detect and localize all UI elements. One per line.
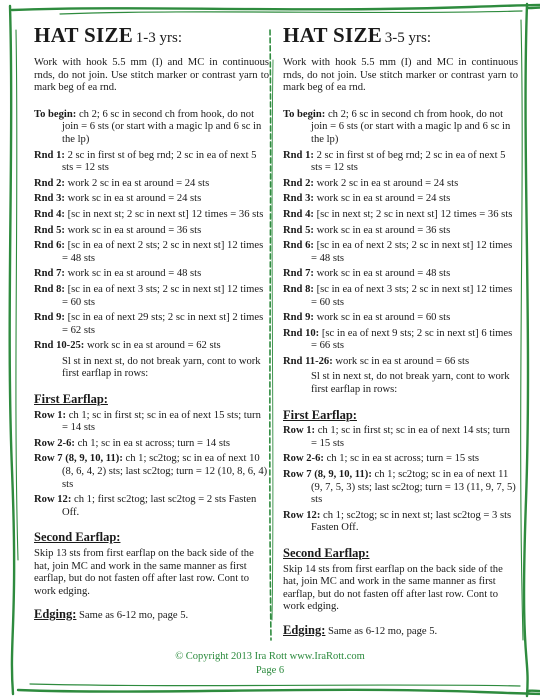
row-instructions: ch 1; sc2tog; sc in ea of next 10 (8, 6, 4, 2) sts; last sc2tog; turn = 12 (10, 8, 6, 4) sts: [62, 453, 268, 490]
edging-text: Same as 6-12 mo, page 5.: [76, 610, 189, 622]
pattern-row: [34, 268, 269, 281]
row-label: Rnd 6:: [34, 240, 65, 252]
row-label: Rnd 7:: [34, 268, 65, 280]
row-instructions: ch 1; sc in ea st across; turn = 15 sts: [326, 453, 480, 465]
row-instructions: work sc in ea st around = 48 sts: [316, 268, 451, 280]
row-label: Row 2-6:: [283, 453, 324, 465]
pattern-row: [34, 438, 269, 451]
row-instructions: ch 1; first sc2tog; last sc2tog = 2 sts Fasten Off.: [62, 494, 257, 518]
edging-label: Edging:: [34, 607, 77, 622]
row-instructions: work 2 sc in ea st around = 24 sts: [67, 177, 210, 189]
section-title: [283, 24, 518, 51]
row-instructions: work sc in ea st around = 24 sts: [316, 193, 451, 205]
row-label: Rnd 4:: [283, 208, 314, 220]
row-label: Rnd 8:: [34, 283, 65, 295]
row-instructions: work sc in ea st around = 36 sts: [316, 224, 451, 236]
row-label: Rnd 1:: [283, 149, 314, 161]
pattern-row: [34, 284, 269, 309]
pattern-row: [283, 209, 518, 222]
row-label: Row 1:: [34, 409, 67, 421]
intro-text: Work with hook 5.5 mm (I) and MC in continuous rnds, do not join. Use stitch marker or contrast yarn to mark beg of ea rnd.: [283, 57, 518, 94]
row-label: Row 7 (8, 9, 10, 11):: [283, 469, 372, 481]
row-instructions: work sc in ea st around = 60 sts: [316, 312, 451, 324]
row-instructions: ch 1; sc in first st; sc in ea of next 15 sts; turn = 14 sts: [62, 409, 261, 434]
pattern-row: [34, 340, 269, 353]
row-label: Rnd 4:: [34, 208, 65, 220]
round-list: [283, 109, 518, 369]
pattern-row: [34, 312, 269, 337]
row-instructions: ch 1; sc in first st; sc in ea of next 14 sts; turn = 15 sts: [311, 425, 510, 449]
pattern-row: [283, 328, 518, 353]
row-instructions: 2 sc in first st of beg rnd; 2 sc in ea of next 5 sts = 12 sts: [62, 149, 257, 174]
intro-text: Work with hook 5.5 mm (I) and MC in continuous rnds, do not join. Use stitch marker or contrast yarn to mark beg of ea rnd.: [34, 57, 269, 94]
edging-label: Edging:: [283, 622, 326, 637]
pattern-row: [34, 150, 269, 175]
pattern-row: [34, 410, 269, 435]
row-instructions: ch 1; sc in ea st across; turn = 14 sts: [77, 437, 231, 449]
pattern-row: [34, 109, 269, 147]
row-label: Rnd 8:: [283, 283, 314, 295]
pattern-row: [34, 209, 269, 222]
title-size: 1-3 yrs:: [135, 30, 182, 46]
row-label: Rnd 9:: [34, 312, 65, 324]
row-instructions: ch 2; 6 sc in second ch from hook, do not join = 6 sts (or start with a magic lp and 6 sc in the lp): [62, 108, 262, 145]
left-column: [34, 24, 269, 627]
row-instructions: [sc in next st; 2 sc in next st] 12 times = 36 sts: [316, 208, 513, 220]
pattern-row: [283, 510, 518, 535]
after-rows-note: Sl st in next st, do not break yarn, cont to work first earflap in rows:: [311, 371, 510, 396]
row-label: Rnd 2:: [34, 177, 65, 189]
pattern-row: [34, 225, 269, 238]
first-earflap-rows: [34, 410, 269, 520]
pattern-row: [283, 356, 518, 369]
round-list: [34, 109, 269, 353]
copyright-line: © Copyright 2013 Ira Rott www.IraRott.com: [175, 651, 365, 662]
row-label: Rnd 7:: [283, 268, 314, 280]
pattern-row: [34, 240, 269, 265]
row-instructions: work sc in ea st around = 24 sts: [67, 193, 202, 205]
first-earflap-rows: [283, 425, 518, 535]
row-label: Row 2-6:: [34, 437, 75, 449]
row-label: Row 7 (8, 9, 10, 11):: [34, 453, 123, 465]
row-label: Row 1:: [283, 425, 316, 437]
row-instructions: [sc in ea of next 9 sts; 2 sc in next st] 6 times = 66 sts: [311, 327, 513, 352]
row-instructions: ch 2; 6 sc in second ch from hook, do not join = 6 sts (or start with a magic lp and 6 sc in the lp): [311, 108, 511, 145]
section-title: [34, 24, 269, 51]
row-instructions: [sc in ea of next 29 sts; 2 sc in next st] 2 times = 62 sts: [62, 312, 264, 336]
row-instructions: work sc in ea st around = 66 sts: [335, 355, 470, 367]
row-label: Rnd 1:: [34, 149, 65, 161]
second-earflap-heading: Second Earflap:: [34, 530, 121, 545]
pattern-row: [283, 150, 518, 175]
row-instructions: [sc in ea of next 3 sts; 2 sc in next st] 12 times = 60 sts: [62, 283, 264, 308]
row-label: Rnd 5:: [283, 224, 314, 236]
row-instructions: [sc in ea of next 3 sts; 2 sc in next st] 12 times = 60 sts: [311, 283, 513, 308]
title-size: 3-5 yrs:: [384, 30, 431, 46]
row-label: Rnd 10-25:: [34, 340, 85, 352]
second-earflap-text: Skip 14 sts from first earflap on the back side of the hat, join MC and work in the same manner as first earflap, but do not fasten off after last row. Cont to work edging.: [283, 563, 503, 613]
row-instructions: [sc in ea of next 2 sts; 2 sc in next st] 12 times = 48 sts: [311, 240, 513, 264]
edging-line: [283, 624, 518, 639]
row-label: Rnd 9:: [283, 312, 314, 324]
pattern-row: [283, 268, 518, 281]
row-instructions: 2 sc in first st of beg rnd; 2 sc in ea of next 5 sts = 12 sts: [311, 149, 506, 174]
row-label: Rnd 3:: [34, 193, 65, 205]
row-instructions: work sc in ea st around = 48 sts: [67, 268, 202, 280]
pattern-row: [283, 469, 518, 507]
row-instructions: work sc in ea st around = 36 sts: [67, 224, 202, 236]
row-instructions: ch 1; sc2tog; sc in ea of next 11 (9, 7, 5, 3) sts; last sc2tog; turn = 13 (11, 9, 7, 5) sts: [311, 469, 516, 506]
pattern-row: [283, 425, 518, 450]
pattern-row: [283, 193, 518, 206]
pattern-row: [34, 193, 269, 206]
pattern-row: [283, 312, 518, 325]
row-instructions: work sc in ea st around = 62 sts: [86, 340, 221, 352]
row-instructions: [sc in ea of next 2 sts; 2 sc in next st] 12 times = 48 sts: [62, 240, 264, 264]
pattern-row: [283, 178, 518, 191]
row-label: To begin:: [34, 108, 77, 120]
page-number: Page 6: [255, 665, 285, 676]
after-rows-note: Sl st in next st, do not break yarn, cont to work first earflap in rows:: [62, 355, 261, 380]
title-main: HAT SIZE: [283, 23, 383, 47]
pattern-row: [34, 494, 269, 519]
row-label: Rnd 5:: [34, 224, 65, 236]
first-earflap-heading: First Earflap:: [34, 392, 108, 407]
second-earflap-heading: Second Earflap:: [283, 546, 370, 560]
pattern-row: [34, 453, 269, 491]
title-main: HAT SIZE: [34, 23, 134, 47]
pattern-row: [283, 453, 518, 466]
second-earflap-text: Skip 13 sts from first earflap on the back side of the hat, join MC and work in the same manner as first earflap, but do not fasten off after last row. Cont to work edging.: [34, 548, 254, 597]
row-label: To begin:: [283, 108, 326, 120]
pattern-row: [283, 225, 518, 238]
row-label: Rnd 11-26:: [283, 355, 333, 367]
row-instructions: work 2 sc in ea st around = 24 sts: [316, 177, 459, 189]
row-instructions: [sc in next st; 2 sc in next st] 12 times = 36 sts: [67, 208, 264, 220]
pattern-row: [283, 284, 518, 309]
row-instructions: ch 1; sc2tog; sc in next st; last sc2tog = 3 sts Fasten Off.: [311, 509, 512, 534]
pattern-row: [283, 109, 518, 147]
row-label: Rnd 10:: [283, 327, 320, 339]
right-column: [283, 24, 518, 643]
first-earflap-heading: First Earflap:: [283, 407, 357, 422]
edging-text: Same as 6-12 mo, page 5.: [325, 625, 438, 637]
row-label: Rnd 3:: [283, 193, 314, 205]
pattern-row: [283, 240, 518, 265]
row-label: Rnd 2:: [283, 177, 314, 189]
row-label: Row 12:: [34, 494, 72, 506]
edging-line: [34, 608, 269, 623]
row-label: Row 12:: [283, 509, 321, 521]
row-label: Rnd 6:: [283, 240, 314, 252]
pattern-row: [34, 178, 269, 191]
